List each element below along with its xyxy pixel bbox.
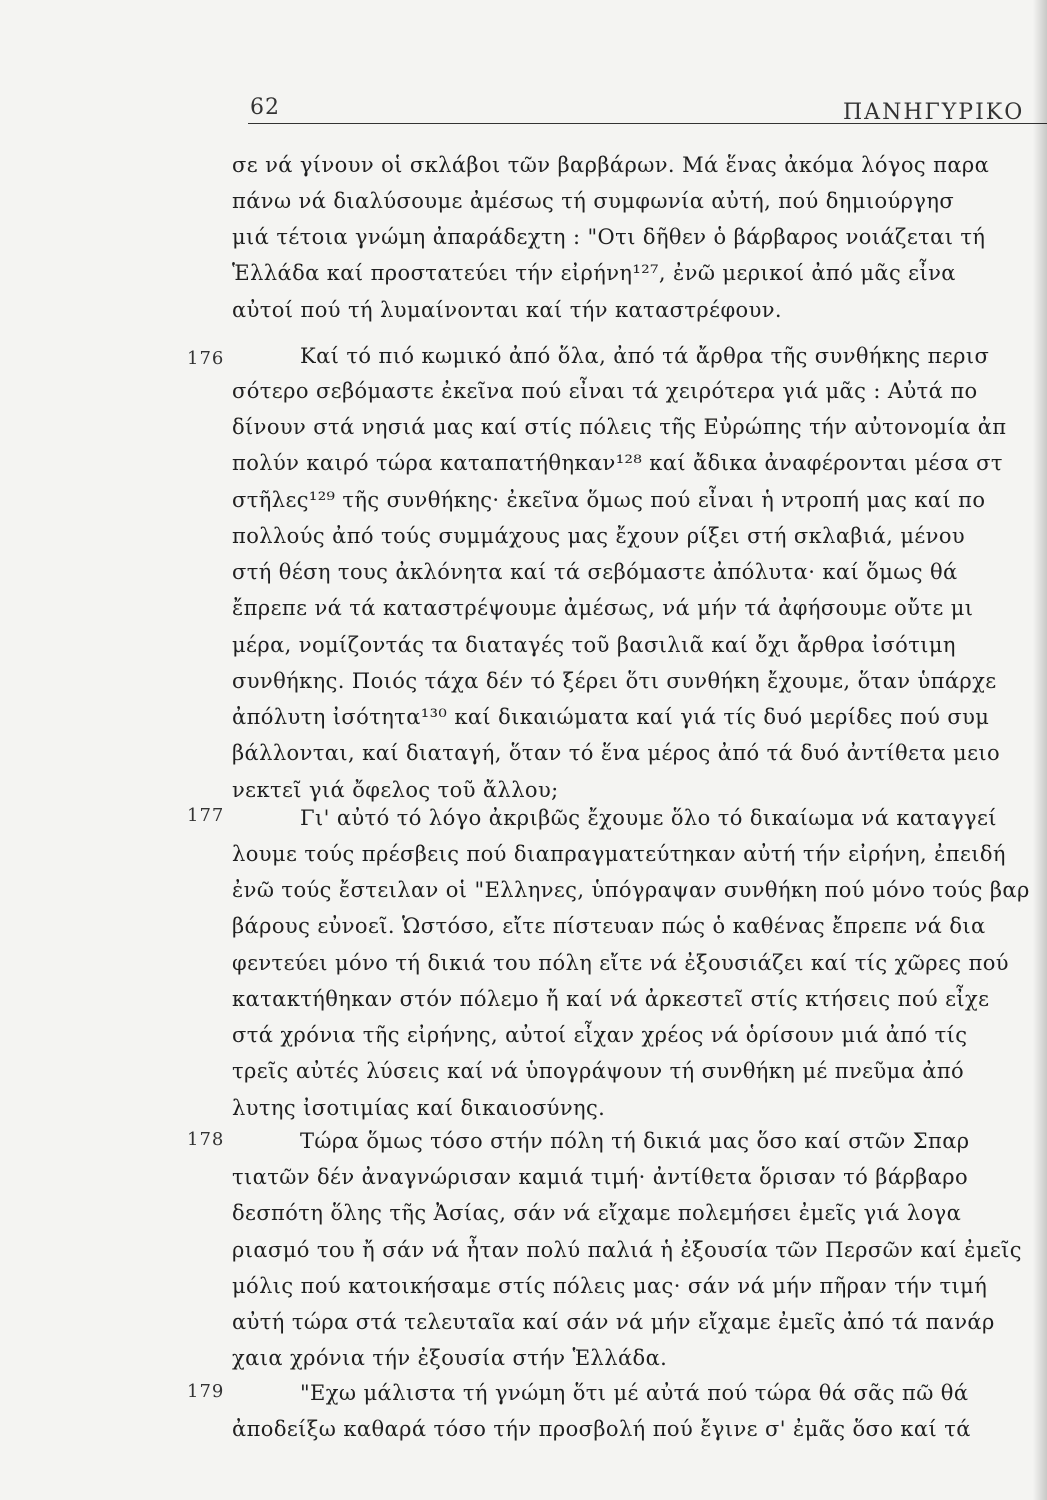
text-line: τρεῖς αὐτές λύσεις καί νά ὑπογράψουν τή συνθήκη μέ πνεῦμα ἀπό: [232, 1059, 965, 1083]
text-line: δίνουν στά νησιά μας καί στίς πόλεις τῆς Εὐρώπης τήν αὐτονομία ἀπ: [232, 415, 1007, 439]
text-line: σότερο σεβόμαστε ἐκεῖνα πού εἶναι τά χειρότερα γιά μᾶς : Αὐτά πο: [232, 379, 978, 403]
text-line: Καί τό πιό κωμικό ἀπό ὅλα, ἀπό τά ἄρθρα τῆς συνθήκης περισ: [300, 344, 990, 368]
text-line: λυτης ἰσοτιμίας καί δικαιοσύνης.: [232, 1096, 606, 1120]
text-line: πάνω νά διαλύσουμε ἀμέσως τή συμφωνία αὐτή, πού δημιούργησ: [232, 189, 955, 213]
text-line: μόλις πού κατοικήσαμε στίς πόλεις μας· σάν νά μήν πῆραν τήν τιμή: [232, 1274, 988, 1298]
text-line: αὐτή τώρα στά τελευταῖα καί σάν νά μήν εἴχαμε ἐμεῖς ἀπό τά πανάρ: [232, 1310, 995, 1334]
text-line: ἐνῶ τούς ἔστειλαν οἱ "Ελληνες, ὑπόγραψαν συνθήκη πού μόνο τούς βαρ: [232, 878, 1030, 902]
text-line: δεσπότη ὅλης τῆς Ἀσίας, σάν νά εἴχαμε πολεμήσει ἐμεῖς γιά λογα: [232, 1201, 962, 1225]
text-line: χαια χρόνια τήν ἐξουσία στήν Ἑλλάδα.: [232, 1346, 668, 1370]
text-line: βάρους εὐνοεῖ. Ὡστόσο, εἴτε πίστευαν πώς ὁ καθένας ἔπρεπε νά δια: [232, 914, 986, 938]
text-line: κατακτήθηκαν στόν πόλεμο ἤ καί νά ἀρκεστεῖ στίς κτήσεις πού εἶχε: [232, 987, 990, 1011]
text-line: στή θέση τους ἀκλόνητα καί τά σεβόμαστε ἀπόλυτα· καί ὅμως θά: [232, 560, 958, 584]
text-line: μέρα, νομίζοντάς τα διαταγές τοῦ βασιλιᾶ καί ὄχι ἄρθρα ἰσότιμη: [232, 633, 956, 657]
text-line: πολύν καιρό τώρα καταπατήθηκαν¹²⁸ καί ἄδικα ἀναφέρονται μέσα στ: [232, 451, 1003, 475]
text-line: ἀποδείξω καθαρά τόσο τήν προσβολή πού ἔγινε σ' ἐμᾶς ὅσο καί τά: [232, 1417, 971, 1441]
paragraph-number: 176: [187, 348, 225, 369]
text-line: ἔπρεπε νά τά καταστρέψουμε ἀμέσως, νά μήν τά ἀφήσουμε οὔτε μι: [232, 596, 974, 620]
text-line: Γι' αὐτό τό λόγο ἀκριβῶς ἔχουμε ὅλο τό δικαίωμα νά καταγγεί: [300, 806, 997, 830]
running-title: ΠΑΝΗΓΥΡΙΚΟ: [843, 100, 1025, 125]
text-line: μιά τέτοια γνώμη ἀπαράδεχτη : "Οτι δῆθεν ὁ βάρβαρος νοιάζεται τή: [232, 225, 986, 249]
text-line: νεκτεῖ γιά ὄφελος τοῦ ἄλλου;: [232, 778, 559, 802]
text-line: στά χρόνια τῆς εἰρήνης, αὐτοί εἶχαν χρέος νά ὁρίσουν μιά ἀπό τίς: [232, 1023, 968, 1047]
text-line: ἀπόλυτη ἰσότητα¹³⁰ καί δικαιώματα καί γιά τίς δυό μερίδες πού συμ: [232, 705, 990, 729]
text-line: φεντεύει μόνο τή δικιά του πόλη εἴτε νά ἐξουσιάζει καί τίς χῶρες πού: [232, 951, 1009, 975]
paragraph-number: 178: [187, 1129, 225, 1150]
paragraph-number: 179: [187, 1381, 225, 1402]
page-edge-shadow: [1033, 0, 1047, 1500]
text-line: πολλούς ἀπό τούς συμμάχους μας ἔχουν ρίξει στή σκλαβιά, μένου: [232, 524, 966, 548]
text-line: στῆλες¹²⁹ τῆς συνθήκης· ἐκεῖνα ὅμως πού εἶναι ἡ ντροπή μας καί πο: [232, 488, 986, 512]
text-line: ριασμό του ἤ σάν νά ἦταν πολύ παλιά ἡ ἐξουσία τῶν Περσῶν καί ἐμεῖς: [232, 1238, 1022, 1262]
text-line: βάλλονται, καί διαταγή, ὅταν τό ἕνα μέρος ἀπό τά δυό ἀντίθετα μειο: [232, 741, 1001, 765]
text-line: συνθήκης. Ποιός τάχα δέν τό ξέρει ὅτι συνθήκη ἔχουμε, ὅταν ὑπάρχε: [232, 669, 997, 693]
page-number: 62: [250, 95, 280, 120]
text-line: αὐτοί πού τή λυμαίνονται καί τήν καταστρέφουν.: [232, 298, 782, 322]
text-line: λουμε τούς πρέσβεις πού διαπραγματεύτηκαν αὐτή τήν εἰρήνη, ἐπειδή: [232, 842, 1006, 866]
text-line: Τώρα ὅμως τόσο στήν πόλη τή δικιά μας ὅσο καί στῶν Σπαρ: [300, 1129, 970, 1153]
text-line: Ἑλλάδα καί προστατεύει τήν εἰρήνη¹²⁷, ἐνῶ μερικοί ἀπό μᾶς εἶνα: [232, 261, 956, 285]
paragraph-number: 177: [187, 805, 225, 826]
text-line: "Εχω μάλιστα τή γνώμη ὅτι μέ αὐτά πού τώρα θά σᾶς πῶ θά: [300, 1381, 969, 1405]
text-line: σε νά γίνουν οἱ σκλάβοι τῶν βαρβάρων. Μά ἕνας ἀκόμα λόγος παρα: [232, 153, 990, 177]
text-line: τιατῶν δέν ἀναγνώρισαν καμιά τιμή· ἀντίθετα ὅρισαν τό βάρβαρο: [232, 1165, 969, 1189]
